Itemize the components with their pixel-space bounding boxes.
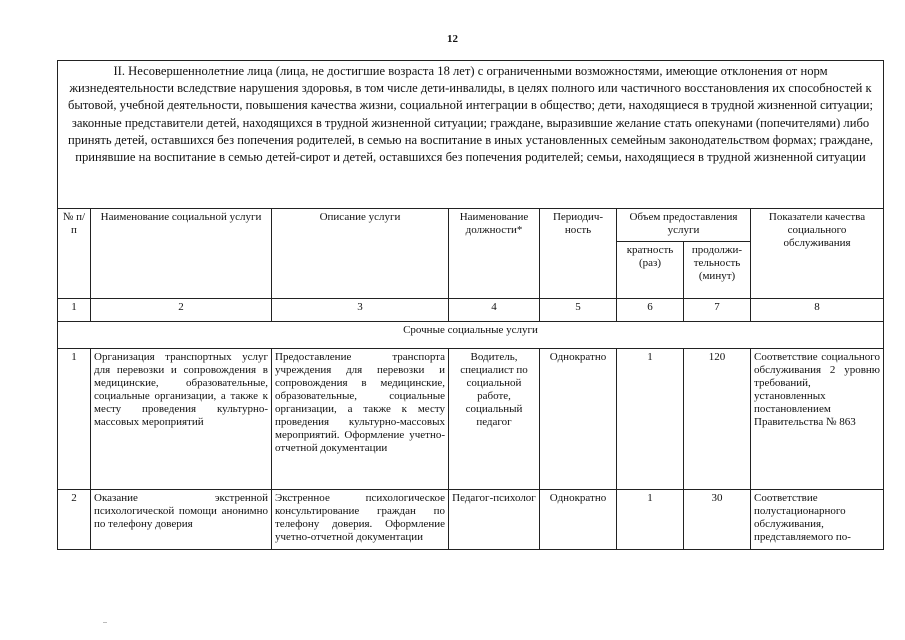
column-number: 5 [540,299,617,322]
row-periodicity: Однократно [540,490,617,550]
section-label: Срочные социальные услуги [58,322,884,349]
column-number: 6 [617,299,684,322]
row-num: 2 [58,490,91,550]
header-volume: Объем предоставления услуги [617,209,751,242]
row-service-name: Организация транспортных услуг для перевозки и сопровождения в медицинские, образовательные, социальные организации, а также к месту проведения культурно-массовых мероприятий [91,349,272,490]
row-position: Педагог-психолог [449,490,540,550]
section-title: II. Несовершеннолетние лица (лица, не достигшие возраста 18 лет) с ограниченными возможностями, имеющие отклонения от норм жизнедеятельности вследствие нарушения здоровья, в том числе дети-инвалиды, в целях полного или частичного восстановления их способностей к бытовой, учебной деятельности, повышения качества жизни, социальной интеграции в общество; дети, находящиеся в трудной жизненной ситуации; законные представители детей, находящихся в трудной жизненной ситуации; граждане, выразившие желание стать опекунами (попечителями) либо принять детей, оставшихся без попечения родителей, в семью на воспитание в иных установленных семейным законодательством формах; граждане, принявшие на воспитание в семью детей-сирот и детей, оставшихся без попечения родителей; семьи, находящиеся в трудной жизненной ситуации [58,61,884,209]
row-service-name: Оказание экстренной психологической помощи анонимно по телефону доверия [91,490,272,550]
section-row [58,322,884,349]
row-duration: 30 [684,490,751,550]
row-description: Предоставление транспорта учреждения для перевозки и сопровождения в медицинские, образовательные, социальные организации, а также к месту проведения культурно-массовых мероприятий. Оформление учетно-отчетной документации [272,349,449,490]
page-number: 12 [447,33,458,45]
row-multiplicity: 1 [617,349,684,490]
column-number: 8 [751,299,884,322]
row-periodicity: Однократно [540,349,617,490]
row-quality: Соответствие полустационарного обслуживания, представляемого по- [751,490,884,550]
header-multiplicity: кратность (раз) [617,242,684,299]
scan-artifact [103,622,107,623]
header-service-name: Наименование социальной услуги [91,209,272,299]
header-duration: продолжи-тельность (минут) [684,242,751,299]
table-row [58,349,884,490]
column-number: 2 [91,299,272,322]
table-row [58,490,884,550]
header-description: Описание услуги [272,209,449,299]
services-table [57,60,884,550]
row-description: Экстренное психологическое консультирование граждан по телефону доверия. Оформление учетно-отчетной документации [272,490,449,550]
header-num: № п/п [58,209,91,299]
row-quality: Соответствие социального обслуживания 2 уровню требований, установленных постановлением Правительства № 863 [751,349,884,490]
row-duration: 120 [684,349,751,490]
row-multiplicity: 1 [617,490,684,550]
column-number: 3 [272,299,449,322]
header-periodicity: Периодич-ность [540,209,617,299]
column-number: 4 [449,299,540,322]
title-row [58,61,884,209]
column-number-row [58,299,884,322]
column-number: 1 [58,299,91,322]
row-position: Водитель, специалист по социальной работе, социальный педагог [449,349,540,490]
header-position: Наименование должности* [449,209,540,299]
header-row [58,209,884,242]
column-number: 7 [684,299,751,322]
row-num: 1 [58,349,91,490]
header-quality: Показатели качества социального обслуживания [751,209,884,299]
